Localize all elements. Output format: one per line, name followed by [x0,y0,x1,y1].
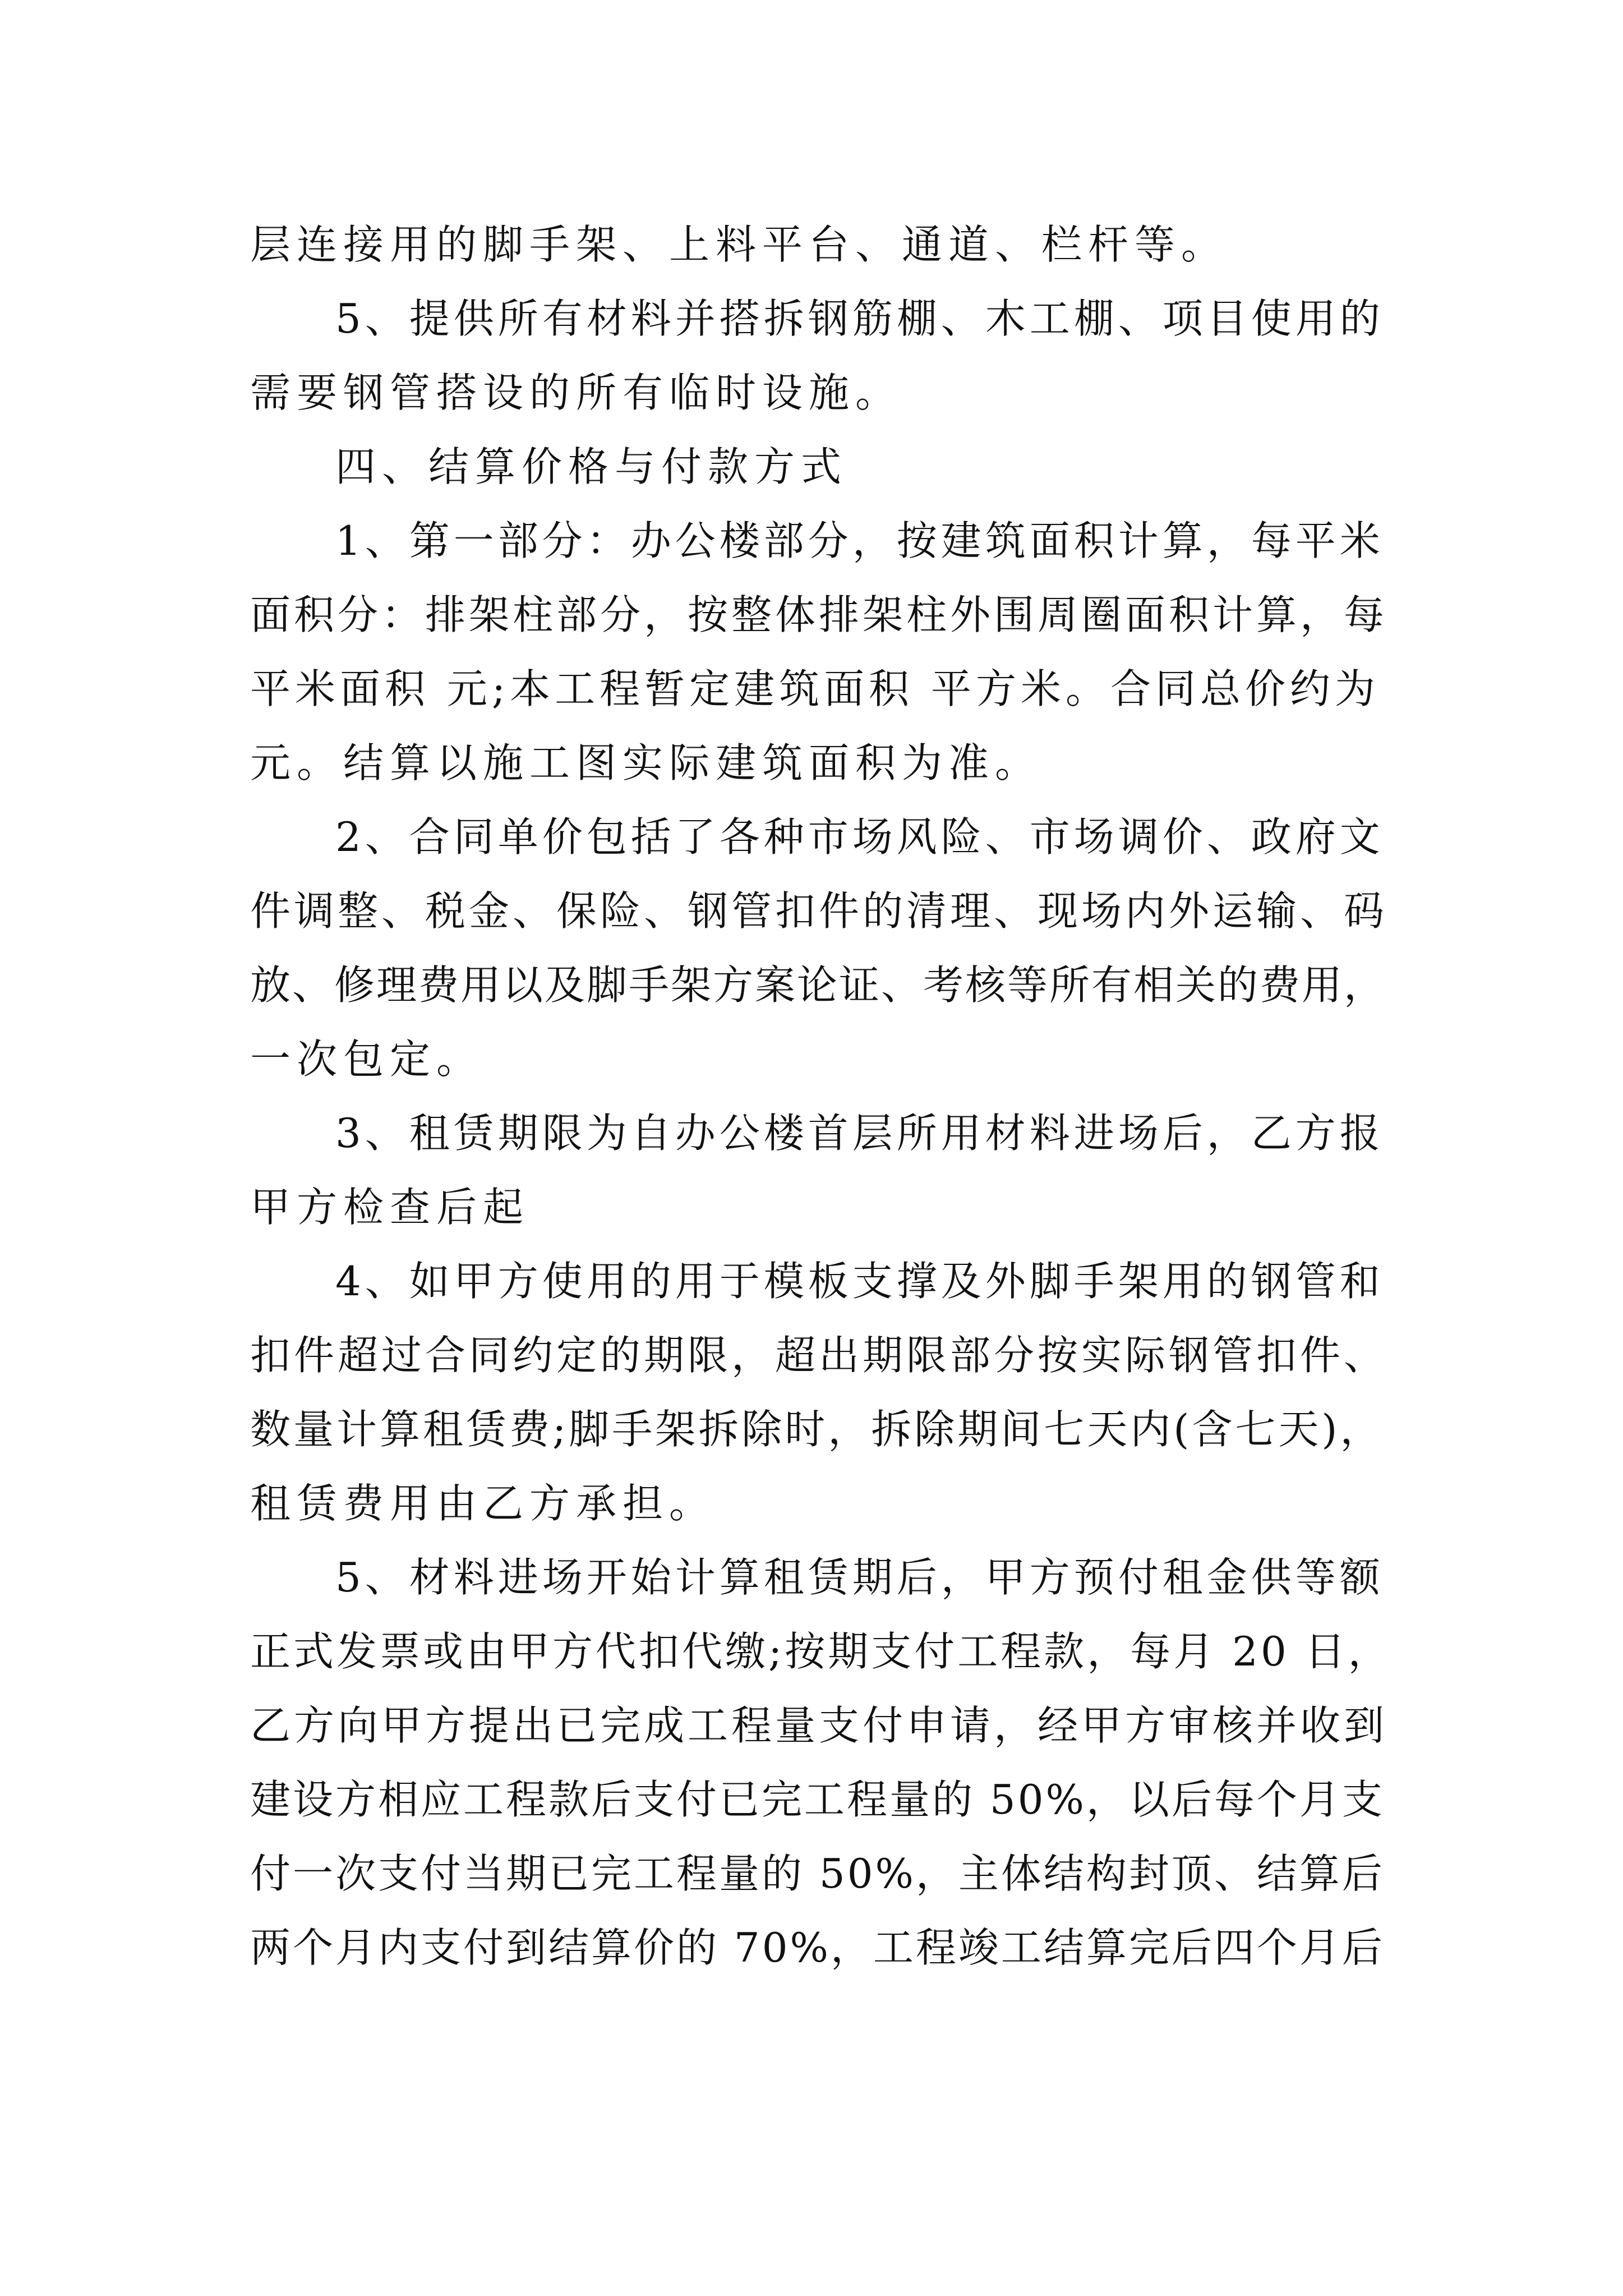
text-line: 放、修理费用以及脚手架方案论证、考核等所有相关的费用， [250,961,1386,1009]
text-line: 甲方检查后起 [250,1184,530,1231]
text-line: 一次包定。 [250,1036,483,1083]
text-line: 平米面积 元;本工程暂定建筑面积 平方米。合同总价约为 [250,665,1380,712]
text-line: 2、合同单价包括了各种市场风险、市场调价、政府文 [335,813,1384,861]
text-line: 元。结算以施工图实际建筑面积为准。 [250,739,1042,786]
text-line: 乙方向甲方提出已完成工程量支付申请，经甲方审核并收到 [250,1702,1388,1749]
text-line: 付一次支付当期已完工程量的 50%，主体结构封顶、结算后 [250,1850,1385,1897]
text-line: 需要钢管搭设的所有临时设施。 [250,369,902,416]
text-line: 租赁费用由乙方承担。 [250,1480,716,1527]
text-line: 面积分：排架柱部分，按整体排架柱外围周圈面积计算，每 [250,591,1388,638]
text-line: 1、第一部分：办公楼部分，按建筑面积计算，每平米 [335,517,1384,564]
text-line: 5、提供所有材料并搭拆钢筋棚、木工棚、项目使用的 [335,295,1384,342]
text-line: 层连接用的脚手架、上料平台、通道、栏杆等。 [250,221,1228,268]
text-line: 两个月内支付到结算价的 70%，工程竣工结算完后四个月后 [250,1924,1385,1971]
text-line: 3、租赁期限为自办公楼首层所用材料进场后，乙方报 [335,1110,1384,1157]
text-line: 4、如甲方使用的用于模板支撑及外脚手架用的钢管和 [335,1258,1384,1305]
text-line: 正式发票或由甲方代扣代缴;按期支付工程款，每月 20 日， [250,1628,1391,1675]
text-line: 扣件超过合同约定的期限，超出期限部分按实际钢管扣件、 [250,1332,1388,1379]
text-line: 5、材料进场开始计算租赁期后，甲方预付租金供等额 [335,1554,1384,1601]
contract-body-text [250,208,1394,1985]
text-line: 数量计算租赁费;脚手架拆除时，拆除期间七天内(含七天)， [250,1406,1384,1453]
text-line: 四、结算价格与付款方式 [335,443,848,490]
text-line: 件调整、税金、保险、钢管扣件的清理、现场内外运输、码 [250,887,1388,935]
text-line: 建设方相应工程款后支付已完工程量的 50%，以后每个月支 [250,1776,1385,1823]
